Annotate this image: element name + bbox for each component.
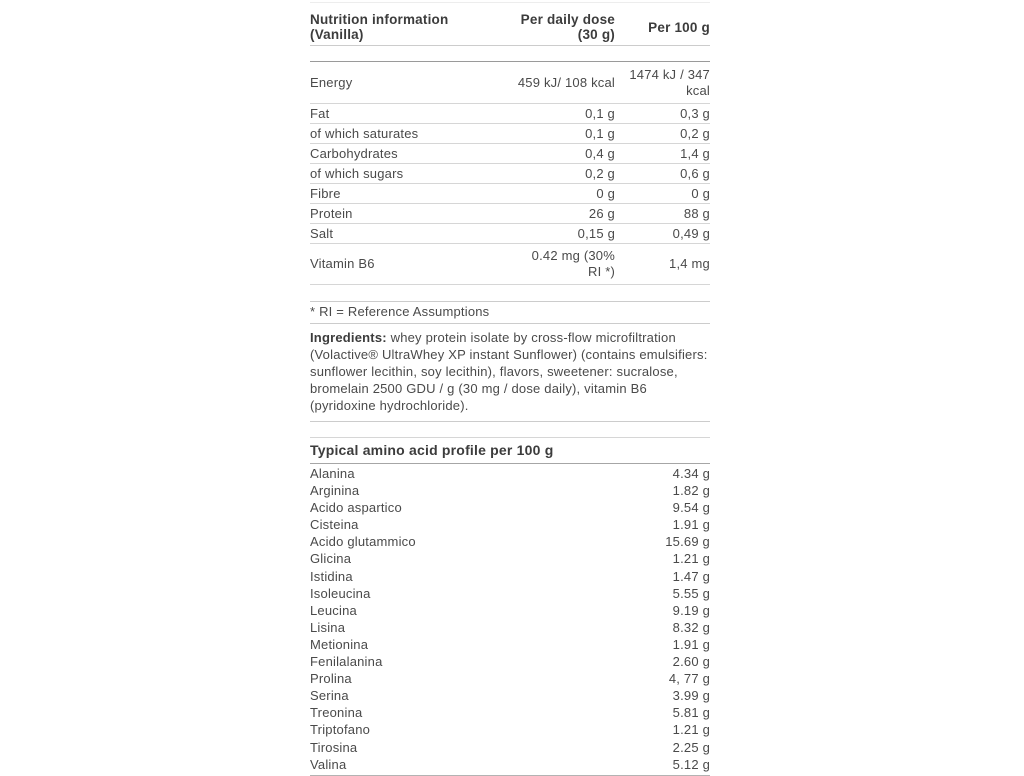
table-row xyxy=(310,124,710,144)
ingredients-label: Ingredients: xyxy=(310,330,387,345)
nutrient-per-dose-value: 0.42 mg (30% RI *) xyxy=(531,248,615,279)
list-item xyxy=(310,704,710,721)
list-item xyxy=(310,482,710,499)
amino-acid-value: 8.32 g xyxy=(672,619,710,635)
nutrient-label: of which sugars xyxy=(310,165,404,181)
nutrient-per-dose-value: 26 g xyxy=(588,205,615,221)
nutrition-header-per-dose: Per daily dose (30 g) xyxy=(520,12,615,42)
amino-acid-value: 1.47 g xyxy=(672,568,710,584)
nutrient-per-dose-value: 0,1 g xyxy=(585,125,615,141)
table-row xyxy=(310,104,710,124)
nutrient-per-dose-value: 0,15 g xyxy=(577,225,615,241)
list-item xyxy=(310,516,710,533)
amino-acid-label: Metionina xyxy=(310,636,369,652)
amino-acid-value: 1.82 g xyxy=(672,483,710,499)
nutrient-per-100g-value: 0,6 g xyxy=(680,165,710,181)
nutrition-header-title: Nutrition information (Vanilla) xyxy=(310,12,449,42)
list-item xyxy=(310,602,710,619)
amino-acid-label: Arginina xyxy=(310,483,360,499)
nutrient-label: Salt xyxy=(310,225,334,241)
amino-acid-value: 1.91 g xyxy=(672,517,710,533)
amino-acid-value: 4, 77 g xyxy=(668,671,710,687)
nutrient-per-dose-value: 0,1 g xyxy=(585,105,615,121)
amino-profile-title: Typical amino acid profile per 100 g xyxy=(310,437,710,464)
amino-acid-value: 15.69 g xyxy=(665,534,710,550)
list-item xyxy=(310,568,710,585)
amino-acid-value: 4.34 g xyxy=(672,466,710,481)
nutrient-per-100g-value: 0 g xyxy=(691,185,710,201)
nutrient-label: of which saturates xyxy=(310,125,419,141)
header-gap-rule xyxy=(310,46,710,62)
list-item xyxy=(310,550,710,567)
table-row xyxy=(310,144,710,164)
ingredients-paragraph xyxy=(310,324,710,422)
nutrient-per-100g-value: 0,3 g xyxy=(680,105,710,121)
amino-rows xyxy=(310,464,710,776)
nutrient-per-dose-value: 459 kJ/ 108 kcal xyxy=(517,74,615,90)
nutrient-per-100g-value: 0,49 g xyxy=(672,225,710,241)
list-item xyxy=(310,670,710,687)
nutrient-per-100g-value: 88 g xyxy=(683,205,710,221)
list-item xyxy=(310,636,710,653)
nutrient-per-100g-value: 1474 kJ / 347 kcal xyxy=(629,66,710,98)
amino-acid-value: 5.12 g xyxy=(672,756,710,772)
nutrient-label: Energy xyxy=(310,74,353,90)
nutrition-panel xyxy=(310,2,710,776)
table-row xyxy=(310,224,710,244)
amino-acid-label: Prolina xyxy=(310,671,352,687)
amino-acid-value: 9.54 g xyxy=(672,500,710,516)
nutrient-label: Fat xyxy=(310,105,330,121)
amino-acid-label: Fenilalanina xyxy=(310,654,383,670)
amino-acid-label: Glicina xyxy=(310,551,352,567)
amino-acid-label: Istidina xyxy=(310,568,353,584)
list-item xyxy=(310,499,710,516)
amino-acid-label: Tirosina xyxy=(310,739,358,755)
list-item xyxy=(310,465,710,482)
amino-acid-label: Acido glutammico xyxy=(310,534,416,550)
amino-acid-section xyxy=(310,437,710,776)
nutrient-per-100g-value: 1,4 mg xyxy=(669,256,710,271)
amino-acid-label: Cisteina xyxy=(310,517,359,533)
amino-acid-value: 1.91 g xyxy=(672,636,710,652)
amino-acid-label: Valina xyxy=(310,756,347,772)
amino-acid-label: Triptofano xyxy=(310,722,371,738)
nutrient-per-dose-value: 0,2 g xyxy=(585,165,615,181)
list-item xyxy=(310,721,710,738)
amino-acid-label: Lisina xyxy=(310,619,346,635)
amino-acid-value: 1.21 g xyxy=(672,722,710,738)
list-item xyxy=(310,756,710,773)
list-item xyxy=(310,653,710,670)
nutrient-label: Vitamin B6 xyxy=(310,256,375,271)
table-row xyxy=(310,244,710,285)
amino-acid-value: 2.25 g xyxy=(672,739,710,755)
nutrient-per-100g-value: 0,2 g xyxy=(680,125,710,141)
nutrition-table-header xyxy=(310,2,710,46)
list-item xyxy=(310,687,710,704)
amino-acid-value: 1.21 g xyxy=(672,551,710,567)
list-item xyxy=(310,533,710,550)
amino-acid-value: 3.99 g xyxy=(672,688,710,704)
amino-acid-value: 2.60 g xyxy=(672,654,710,670)
nutrient-per-dose-value: 0,4 g xyxy=(585,145,615,161)
nutrient-per-100g-value: 1,4 g xyxy=(680,145,710,161)
amino-acid-value: 9.19 g xyxy=(672,602,710,618)
nutrition-header-per-100g: Per 100 g xyxy=(648,19,710,35)
table-row xyxy=(310,164,710,184)
amino-acid-label: Alanina xyxy=(310,466,355,481)
amino-acid-label: Leucina xyxy=(310,602,357,618)
nutrient-label: Fibre xyxy=(310,185,341,201)
nutrient-label: Carbohydrates xyxy=(310,145,398,161)
table-row xyxy=(310,184,710,204)
ri-footnote: * RI = Reference Assumptions xyxy=(310,301,710,324)
list-item xyxy=(310,619,710,636)
amino-acid-value: 5.81 g xyxy=(672,705,710,721)
nutrition-rows xyxy=(310,62,710,285)
table-row xyxy=(310,62,710,104)
nutrient-label: Protein xyxy=(310,205,353,221)
amino-acid-value: 5.55 g xyxy=(672,585,710,601)
amino-acid-label: Treonina xyxy=(310,705,363,721)
amino-acid-label: Serina xyxy=(310,688,349,704)
ingredients-text: whey protein isolate by cross-flow microfiltration (Volactive® UltraWhey XP instant Sunflower) (contains emulsifiers: sunflower lecithin, soy lecithin), flavors, sweetener: sucralose, bromelain 2500 GDU / g (30 mg / dose daily), vitamin B6 (pyridoxine hydrochloride). xyxy=(310,330,708,413)
amino-acid-label: Isoleucina xyxy=(310,585,371,601)
amino-acid-label: Acido aspartico xyxy=(310,500,402,516)
nutrient-per-dose-value: 0 g xyxy=(596,185,615,201)
table-row xyxy=(310,204,710,224)
list-item xyxy=(310,739,710,756)
list-item xyxy=(310,585,710,602)
